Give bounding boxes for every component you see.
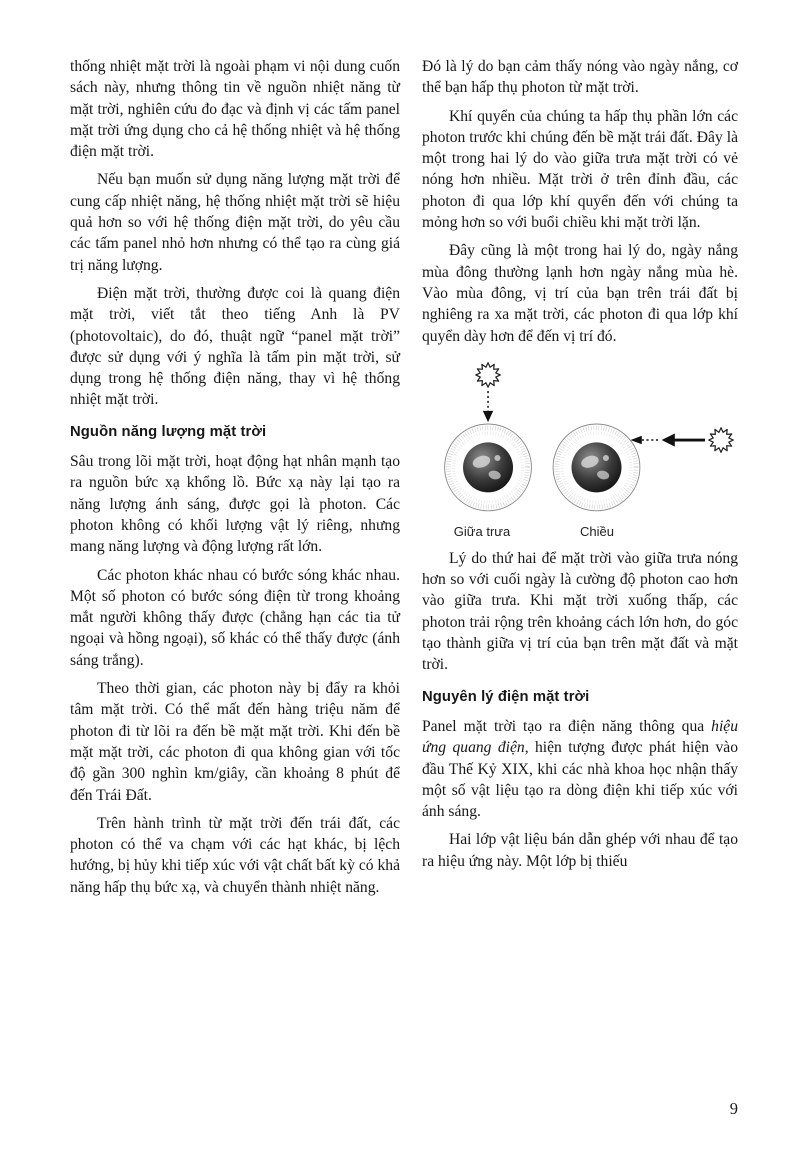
section-heading-solar-energy-source: Nguồn năng lượng mặt trời	[70, 423, 267, 440]
paragraph-text: , hiện tượng được phát hiện vào đầu Thế Kỷ XIX, khi các nhà khoa học nhận thấy một số vật liệu tạo ra dòng điện khi tiếp xúc với ánh sáng.	[422, 739, 738, 821]
caption-noon: Giữa trưa	[453, 523, 511, 539]
sun-icon	[476, 363, 501, 388]
two-column-layout	[70, 56, 738, 905]
arrowhead-left-bold-icon	[662, 433, 675, 446]
paragraph: Các photon khác nhau có bước sóng khác nhau. Một số photon có bước sóng điện từ trong khoảng mắt người không thấy được (chẳng hạn các tia tử ngoại và hồng ngoại), số khác có thể thấy được (ánh sáng trắng).	[70, 566, 400, 669]
earth-icon	[445, 424, 532, 511]
sun-earth-illustration	[422, 357, 738, 525]
paragraph: Nếu bạn muốn sử dụng năng lượng mặt trời để cung cấp nhiệt năng, hệ thống nhiệt mặt trời sẽ hiệu quả hơn so với hệ thống điện mặt trời, do yêu cầu các tấm panel nhỏ hơn nhưng có thể tạo ra cùng giá trị năng lượng.	[70, 171, 400, 274]
left-column	[70, 56, 400, 905]
paragraph: Sâu trong lõi mặt trời, hoạt động hạt nhân mạnh tạo ra nguồn bức xạ khổng lồ. Bức xạ này lại tạo ra năng lượng ánh sáng, được gọi là photon. Các photon không có khối lượng vật lý riêng, nhưng mang năng lượng và động lượng rất lớn.	[70, 453, 400, 556]
arrowhead-down-icon	[483, 411, 493, 422]
paragraph: Theo thời gian, các photon này bị đẩy ra khỏi tâm mặt trời. Có thể mất đến hàng triệu năm để photon đi từ lõi ra đến bề mặt mặt trời. Khi đến bề mặt mặt trời, các photon đi qua không gian với tốc độ gần 300 nghìn km/giây, cần khoảng 8 phút để đến Trái Đất.	[70, 680, 400, 804]
paragraph: Lý do thứ hai để mặt trời vào giữa trưa nóng hơn so với cuối ngày là cường độ photon cao hơn vào giữa trưa. Khi mặt trời xuống thấp, các photon trải rộng trên khoảng cách lớn hơn, do góc tạo thành giữa vị trí của bạn trên mặt đất và mặt trời.	[422, 549, 738, 674]
page-number: 9	[729, 1099, 738, 1118]
paragraph	[422, 716, 738, 822]
paragraph: Trên hành trình từ mặt trời đến trái đất, các photon có thể va chạm với các hạt khác, bị lệch hướng, bị hủy khi tiếp xúc với vật chất bất kỳ có khả năng hấp thụ bức xạ, và chuyển thành nhiệt năng.	[70, 814, 400, 896]
right-column	[422, 56, 738, 905]
earth-icon	[553, 424, 640, 511]
paragraph-text: Panel mặt trời tạo ra điện năng thông qua	[422, 717, 712, 735]
paragraph: Điện mặt trời, thường được coi là quang điện mặt trời, viết tắt theo tiếng Anh là PV (photovoltaic), do đó, thuật ngữ “panel mặt trời” được sử dụng với ý nghĩa là tấm pin mặt trời, sử dụng trong hệ thống điện năng, thay vì hệ thống nhiệt mặt trời.	[70, 284, 400, 409]
paragraph: thống nhiệt mặt trời là ngoài phạm vi nội dung cuốn sách này, nhưng thông tin về nguồn nhiệt năng từ mặt trời, nghiên cứu đo đạc và định vị các tấm panel mặt trời ứng dụng cho cả hệ thống nhiệt và hệ thống điện mặt trời.	[70, 58, 400, 161]
paragraph: Đó là lý do bạn cảm thấy nóng vào ngày nắng, cơ thể bạn hấp thụ photon từ mặt trời.	[422, 58, 738, 97]
figure-captions	[422, 525, 738, 542]
paragraph: Đây cũng là một trong hai lý do, ngày nắng mùa đông thường lạnh hơn ngày nắng mùa hè. Vào mùa đông, vị trí của bạn trên trái đất bị nghiêng ra xa mặt trời, các photon đi qua lớp khí quyển dày hơn để đến vị trí đó.	[422, 242, 738, 345]
afternoon-diagram	[553, 424, 733, 511]
paragraph: Khí quyển của chúng ta hấp thụ phần lớn các photon trước khi chúng đến bề mặt trái đất. Đây là một trong hai lý do vào giữa trưa mặt trời có vẻ nóng hơn nhiều. Mặt trời ở trên đỉnh đầu, các photon đi qua lớp khí quyển đến với chúng ta mỏng hơn so với buổi chiều khi mặt trời lặn.	[422, 107, 738, 232]
noon-diagram	[445, 363, 532, 511]
italic-term: hiệu ứng quang điện	[422, 717, 738, 757]
caption-afternoon: Chiều	[580, 523, 614, 539]
section-heading-pv-principle: Nguyên lý điện mặt trời	[422, 688, 590, 705]
paragraph: Hai lớp vật liệu bán dẫn ghép với nhau để tạo ra hiệu ứng này. Một lớp bị thiếu	[422, 831, 738, 870]
sun-icon	[709, 428, 734, 453]
figure-sun-angle-diagram	[422, 357, 738, 542]
